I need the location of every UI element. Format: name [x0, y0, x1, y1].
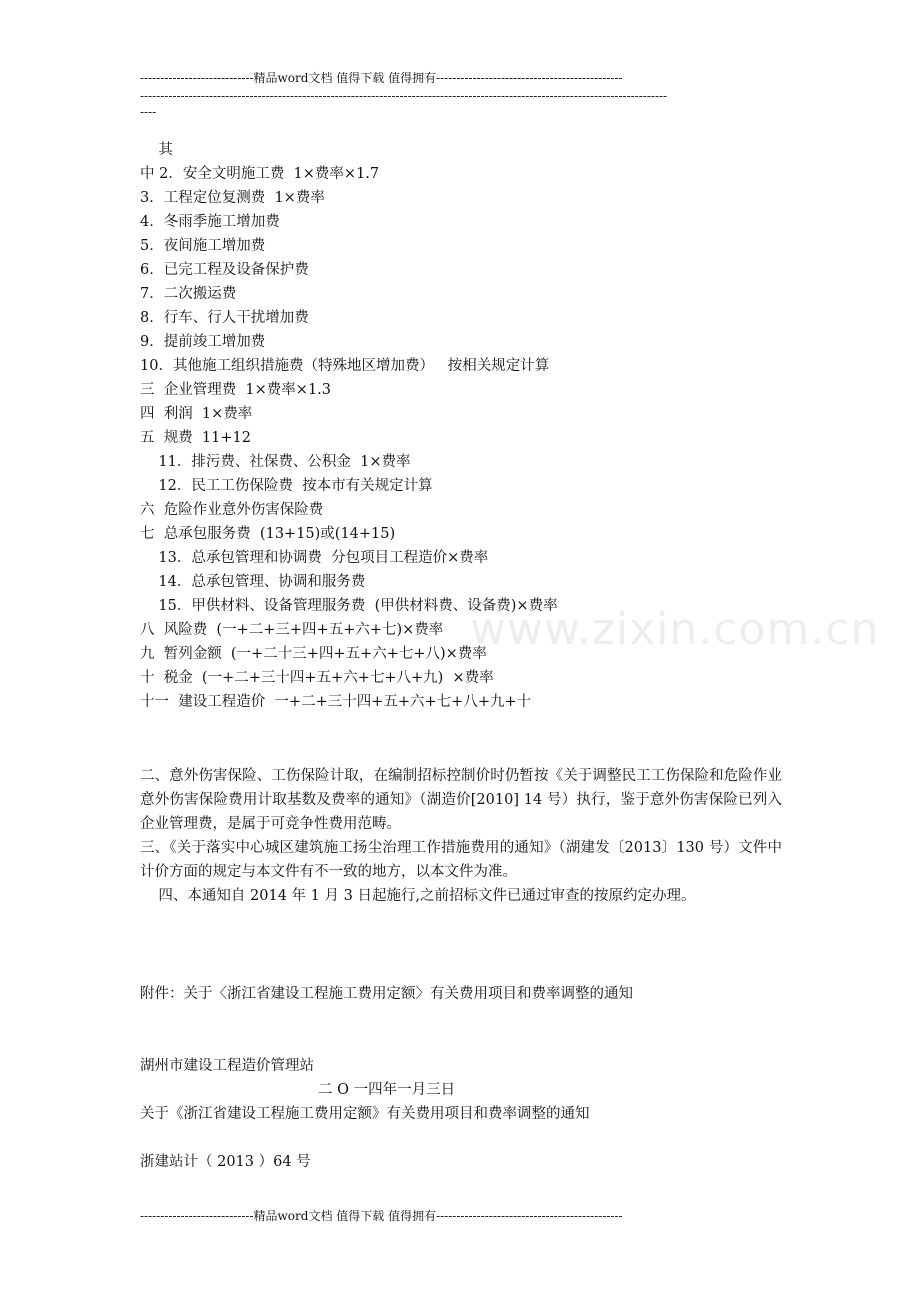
- header-rule: ----------------------------------------------------------------------------------------------------------------------------------: [140, 89, 668, 103]
- fee-item-line: 11．排污费、社保费、公积金 1×费率: [140, 454, 411, 470]
- fee-item-line: 四 利润 1×费率: [140, 406, 253, 422]
- fee-item-line: 其: [140, 142, 173, 158]
- fee-item-line: 14．总承包管理、协调和服务费: [140, 574, 366, 590]
- fee-item-line: 六 危险作业意外伤害保险费: [140, 502, 324, 518]
- fee-item-line: 八 风险费 (一+二+三+四+五+六+七)×费率: [140, 622, 444, 638]
- document-number: 浙建站计（ 2013 ）64 号: [140, 1154, 311, 1170]
- fee-item-line: 3．工程定位复测费 1×费率: [140, 190, 325, 206]
- fee-item-line: 8．行车、行人干扰增加费: [140, 310, 309, 326]
- notice-title: 关于《浙江省建设工程施工费用定额》有关费用项目和费率调整的通知: [140, 1106, 590, 1122]
- fee-item-line: 七 总承包服务费 (13+15)或(14+15): [140, 526, 396, 542]
- issuing-organization: 湖州市建设工程造价管理站: [140, 1058, 314, 1074]
- fee-item-line: 三 企业管理费 1×费率×1.3: [140, 382, 332, 398]
- issue-date: 二 O 一四年一月三日: [318, 1082, 456, 1098]
- attachment-line: 附件：关于〈浙江省建设工程施工费用定额〉有关费用项目和费率调整的通知: [140, 986, 633, 1002]
- fee-item-line: 4．冬雨季施工增加费: [140, 214, 280, 230]
- fee-item-line: 十 税金 (一+二+三十四+五+六+七+八+九) ×费率: [140, 670, 494, 686]
- fee-item-line: 10．其他施工组织措施费（特殊地区增加费） 按相关规定计算: [140, 358, 550, 374]
- fee-item-line: 九 暂列金额 (一+二十三+四+五+六+七+八)×费率: [140, 646, 487, 662]
- fee-item-line: 9．提前竣工增加费: [140, 334, 266, 350]
- paragraph-three: 三、《关于落实中心城区建筑施工扬尘治理工作措施费用的通知》（湖建发〔2013〕130 号）文件中计价方面的规定与本文件有不一致的地方，以本文件为准。: [140, 840, 782, 880]
- fee-item-line: 十一 建设工程造价 一+二+三十四+五+六+七+八+九+十: [140, 694, 532, 710]
- fee-item-line: 6．已完工程及设备保护费: [140, 262, 309, 278]
- fee-item-line: 7．二次搬运费: [140, 286, 237, 302]
- fee-item-line: 13．总承包管理和协调费 分包项目工程造价×费率: [140, 550, 489, 566]
- fee-item-line: 12．民工工伤保险费 按本市有关规定计算: [140, 478, 433, 494]
- fee-item-line: 五 规费 11+12: [140, 430, 251, 446]
- fee-item-line: 5．夜间施工增加费: [140, 238, 266, 254]
- fee-item-line: 中 2．安全文明施工费 1×费率×1.7: [140, 166, 380, 182]
- paragraph-two: 二、意外伤害保险、工伤保险计取，在编制招标控制价时仍暂按《关于调整民工工伤保险和危险作业意外伤害保险费用计取基数及费率的通知》（湖造价[2010] 14 号）执行，鉴于意外伤害保险已列入企业管理费，是属于可竞争性费用范畴。: [140, 768, 782, 832]
- header-banner: ----------------------------精品word文档 值得下载 值得拥有----------------------------------------------: [140, 71, 623, 85]
- header-rule-tail: ----: [140, 105, 157, 119]
- footer-banner: ----------------------------精品word文档 值得下载 值得拥有----------------------------------------------: [140, 1209, 623, 1223]
- fee-item-line: 15．甲供材料、设备管理服务费 (甲供材料费、设备费)×费率: [140, 598, 558, 614]
- paragraph-four: 四、本通知自 2014 年 1 月 3 日起施行,之前招标文件已通过审查的按原约定办理。: [140, 888, 696, 904]
- watermark-text: www.zixin.com.cn: [470, 604, 880, 655]
